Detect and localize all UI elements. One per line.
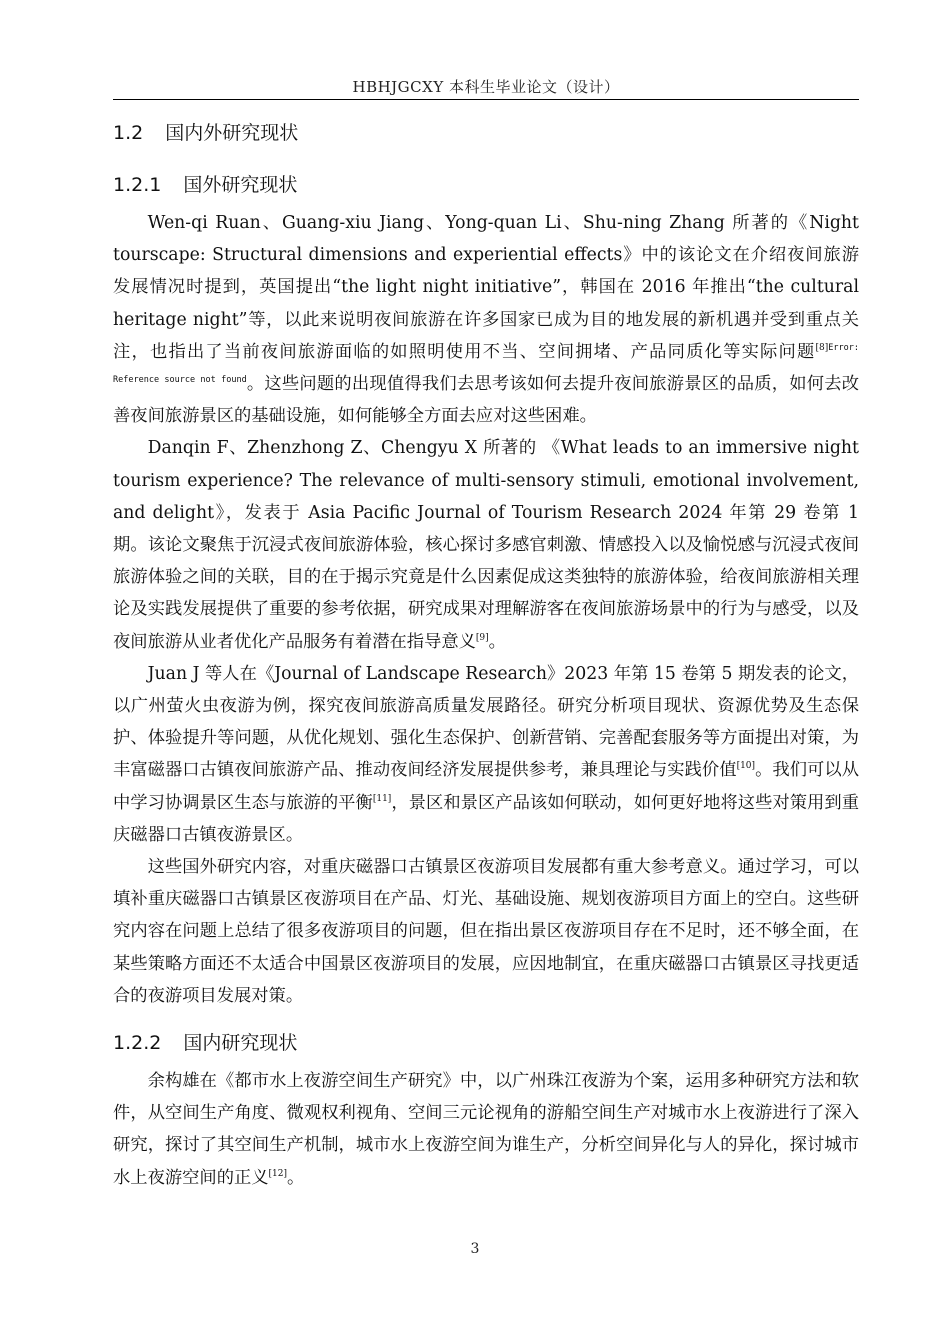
section-title: 国内外研究现状 bbox=[165, 122, 299, 144]
citation: [9] bbox=[475, 632, 489, 643]
reference-error: Error: Reference source not found bbox=[113, 342, 859, 386]
citation: [12] bbox=[268, 1168, 288, 1179]
domestic-research-body bbox=[113, 1065, 859, 1194]
citation: [10] bbox=[736, 761, 756, 772]
citation: [11] bbox=[372, 793, 392, 804]
paragraph-text: 。 bbox=[488, 631, 506, 652]
section-heading-1-2-1 bbox=[113, 170, 297, 197]
section-number: 1.2.2 bbox=[113, 1032, 162, 1054]
section-heading-1-2 bbox=[113, 118, 298, 145]
paragraph-text: Wen-qi Ruan、Guang-xiu Jiang、Yong-quan Li、Shu-ning Zhang 所著的《Night tourscape: Structural dimensions and experiential effects》中的该论文在介绍夜间旅游发展情况时提到，英国提出“the light night initiative”，韩国在 2016 年推出“the cultural heritage night”等，以此来说明夜间旅游在许多国家已成为目的地发展的新机遇并受到重点关注，也指出了当前夜间旅游面临的如照明使用不当、空间拥堵、产品同质化等实际问题 bbox=[113, 213, 859, 362]
section-title: 国内研究现状 bbox=[183, 1032, 298, 1054]
paragraph-text: 。我们可以从中学习协调景区生态与旅游的平衡 bbox=[113, 760, 859, 813]
paragraph-text: Danqin F、Zhenzhong Z、Chengyu X 所著的 《What leads to an immersive night tourism experience? The relevance of multi-sensory stimuli, emotional involvement, and delight》，发表于 Asia Pacific Journal of Tourism Research 2024 年第 29 卷第 1 期。该论文聚焦于沉浸式夜间旅游体验，核心探讨多感官刺激、情感投入以及愉悦感与沉浸式夜间旅游体验之间的关联，目的在于揭示究竟是什么因素促成这类独特的旅游体验，给夜间旅游相关理论及实践发展提供了重要的参考依据，研究成果对理解游客在夜间旅游场景中的行为与感受，以及夜间旅游从业者优化产品服务有着潜在指导意义 bbox=[113, 438, 859, 652]
paragraph bbox=[113, 658, 859, 851]
page-number: 3 bbox=[470, 1241, 480, 1257]
paragraph bbox=[113, 1065, 859, 1194]
paragraph-text: Juan J 等人在《Journal of Landscape Research》2023 年第 15 卷第 5 期发表的论文，以广州萤火虫夜游为例，探究夜间旅游高质量发展路径。研究分析项目现状、资源优势及生态保护、体验提升等问题，从优化规划、强化生态保护、创新营销、完善配套服务等方面提出对策，为丰富磁器口古镇夜间旅游产品、推动夜间经济发展提供参考，兼具理论与实践价值 bbox=[113, 663, 859, 781]
header-rule bbox=[113, 99, 859, 100]
section-number: 1.2.1 bbox=[113, 174, 162, 196]
paragraph bbox=[113, 432, 859, 657]
paragraph-text: 。这些问题的出现值得我们去思考该如何去提升夜间旅游景区的品质，如何去改善夜间旅游景区的基础设施，如何能够全方面去应对这些困难。 bbox=[113, 374, 859, 427]
section-title: 国外研究现状 bbox=[183, 174, 298, 196]
running-header: HBHJGCXY 本科生毕业论文（设计） bbox=[352, 78, 620, 96]
paragraph-text: ，景区和景区产品该如何联动，如何更好地将这些对策用到重庆磁器口古镇夜游景区。 bbox=[113, 792, 859, 845]
section-number: 1.2 bbox=[113, 122, 144, 144]
paragraph: 这些国外研究内容，对重庆磁器口古镇景区夜游项目发展都有重大参考意义。通过学习，可以填补重庆磁器口古镇景区夜游项目在产品、灯光、基础设施、规划夜游项目方面上的空白。这些研究内容在问题上总结了很多夜游项目的问题，但在指出景区夜游项目存在不足时，还不够全面，在某些策略方面还不太适合中国景区夜游项目的发展，应因地制宜，在重庆磁器口古镇景区寻找更适合的夜游项目发展对策。 bbox=[113, 857, 859, 1006]
foreign-research-body bbox=[113, 207, 859, 1012]
paragraph-text: 。 bbox=[287, 1167, 305, 1188]
paragraph bbox=[113, 207, 859, 432]
citation-number: [8] bbox=[815, 342, 829, 353]
paragraph-text: 余构雄在《都市水上夜游空间生产研究》中，以广州珠江夜游为个案，运用多种研究方法和软件，从空间生产角度、微观权利视角、空间三元论视角的游船空间生产对城市水上夜游进行了深入研究，探讨了其空间生产机制，城市水上夜游空间为谁生产，分析空间异化与人的异化，探讨城市水上夜游空间的正义 bbox=[113, 1071, 859, 1188]
section-heading-1-2-2 bbox=[113, 1028, 297, 1055]
